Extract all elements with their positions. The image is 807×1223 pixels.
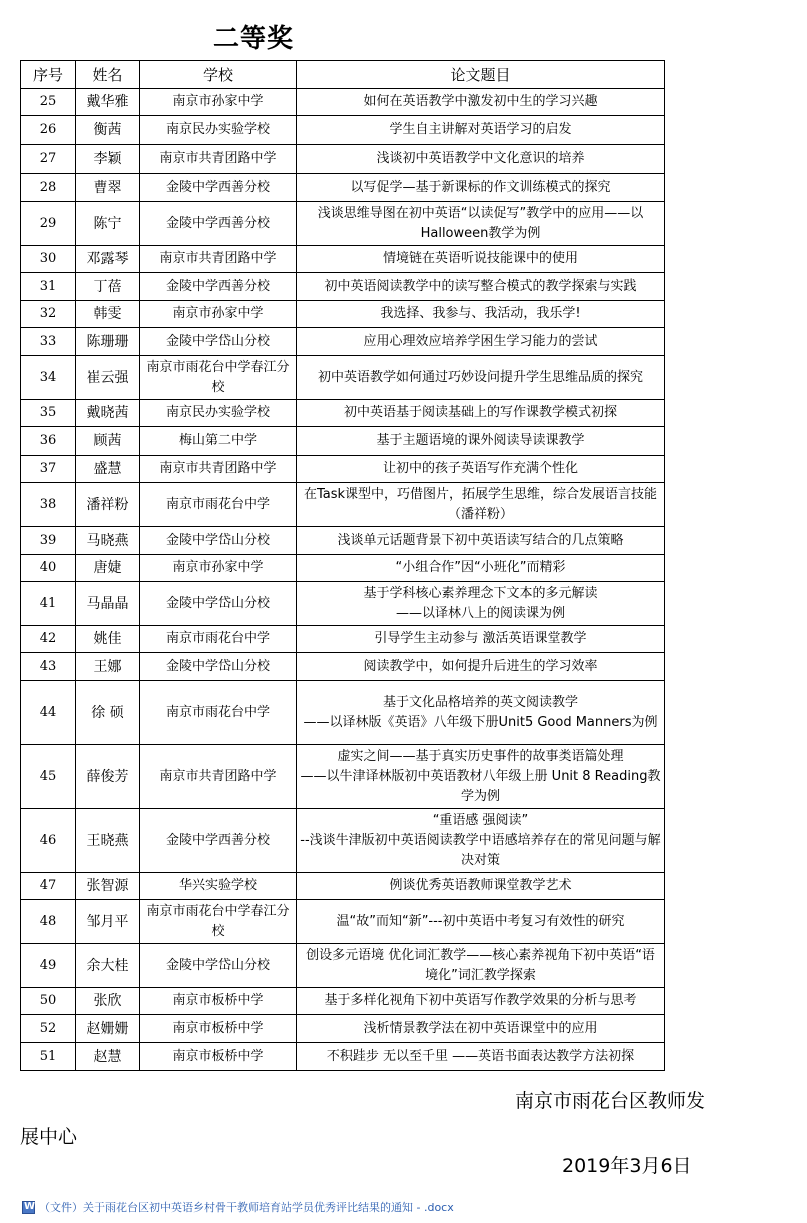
- row-paper: 学生自主讲解对英语学习的启发: [297, 116, 665, 145]
- row-paper: 虚实之间——基于真实历史事件的故事类语篇处理 ——以牛津译林版初中英语教材八年级上册 Unit 8 Reading教学为例: [297, 745, 665, 809]
- row-paper: 如何在英语教学中激发初中生的学习兴趣: [297, 89, 665, 116]
- row-no: 29: [21, 202, 76, 246]
- row-no: 48: [21, 900, 76, 944]
- signature-line-2: 展中心: [20, 1126, 78, 1148]
- row-no: 52: [21, 1015, 76, 1043]
- table-row: [21, 944, 665, 988]
- row-no: 39: [21, 527, 76, 555]
- row-school: 梅山第二中学: [140, 427, 297, 456]
- row-no: 34: [21, 356, 76, 400]
- row-school: 南京市孙家中学: [140, 555, 297, 582]
- signature-line-1: 南京市雨花台区教师发: [515, 1090, 706, 1112]
- table-row: [21, 174, 665, 202]
- table-row: [21, 873, 665, 900]
- table-row: [21, 527, 665, 555]
- row-paper: 浅谈初中英语教学中文化意识的培养: [297, 145, 665, 174]
- table-row: [21, 900, 665, 944]
- row-no: 26: [21, 116, 76, 145]
- row-name: 陈珊珊: [76, 328, 140, 356]
- row-no: 30: [21, 246, 76, 273]
- row-no: 32: [21, 301, 76, 328]
- row-school: 金陵中学岱山分校: [140, 582, 297, 626]
- row-school: 南京民办实验学校: [140, 116, 297, 145]
- row-name: 马晓燕: [76, 527, 140, 555]
- table-row: [21, 1015, 665, 1043]
- row-no: 44: [21, 681, 76, 745]
- table-row: [21, 456, 665, 483]
- row-school: 南京市共青团路中学: [140, 145, 297, 174]
- row-name: 潘祥粉: [76, 483, 140, 527]
- row-name: 马晶晶: [76, 582, 140, 626]
- row-paper: 基于学科核心素养理念下文本的多元解读 ——以译林八上的阅读课为例: [297, 582, 665, 626]
- table-row: [21, 483, 665, 527]
- issue-date: 2019年3月6日: [562, 1155, 692, 1177]
- row-school: 南京市共青团路中学: [140, 246, 297, 273]
- table-row: [21, 246, 665, 273]
- row-name: 王娜: [76, 653, 140, 681]
- row-no: 51: [21, 1043, 76, 1071]
- row-paper: “重语感 强阅读” --浅谈牛津版初中英语阅读教学中语感培养存在的常见问题与解决对策: [297, 809, 665, 873]
- table-row: [21, 1043, 665, 1071]
- row-name: 丁蓓: [76, 273, 140, 301]
- table-row: [21, 555, 665, 582]
- attachment-label[interactable]: （文件）关于雨花台区初中英语乡村骨干教师培育站学员优秀评比结果的通知 - .docx: [39, 1201, 454, 1214]
- row-no: 31: [21, 273, 76, 301]
- row-no: 33: [21, 328, 76, 356]
- row-school: 金陵中学西善分校: [140, 273, 297, 301]
- header-name: 姓名: [76, 61, 140, 89]
- table-row: [21, 145, 665, 174]
- row-paper: 浅谈思维导图在初中英语“以读促写”教学中的应用——以Halloween教学为例: [297, 202, 665, 246]
- row-school: 南京市孙家中学: [140, 301, 297, 328]
- row-school: 南京市雨花台中学: [140, 681, 297, 745]
- row-paper: 我选择、我参与、我活动，我乐学!: [297, 301, 665, 328]
- row-paper: 基于文化品格培养的英文阅读教学 ——以译林版《英语》八年级下册Unit5 Good Manners为例: [297, 681, 665, 745]
- row-school: 南京市板桥中学: [140, 1043, 297, 1071]
- row-no: 45: [21, 745, 76, 809]
- row-paper: 初中英语教学如何通过巧妙设问提升学生思维品质的探究: [297, 356, 665, 400]
- row-no: 50: [21, 988, 76, 1015]
- row-no: 38: [21, 483, 76, 527]
- row-school: 南京市雨花台中学春江分校: [140, 356, 297, 400]
- row-school: 金陵中学西善分校: [140, 202, 297, 246]
- row-school: 南京市共青团路中学: [140, 745, 297, 809]
- row-no: 28: [21, 174, 76, 202]
- table-row: [21, 328, 665, 356]
- row-paper: 引导学生主动参与 激活英语课堂教学: [297, 626, 665, 653]
- row-school: 南京市板桥中学: [140, 988, 297, 1015]
- row-paper: 情境链在英语听说技能课中的使用: [297, 246, 665, 273]
- row-school: 南京市共青团路中学: [140, 456, 297, 483]
- row-name: 姚佳: [76, 626, 140, 653]
- row-name: 陈宁: [76, 202, 140, 246]
- row-paper: 例谈优秀英语教师课堂教学艺术: [297, 873, 665, 900]
- row-name: 徐 硕: [76, 681, 140, 745]
- award-table: [20, 60, 665, 1071]
- row-paper: 不积跬步 无以至千里 ——英语书面表达教学方法初探: [297, 1043, 665, 1071]
- table-row: [21, 681, 665, 745]
- row-school: 南京市板桥中学: [140, 1015, 297, 1043]
- row-name: 赵慧: [76, 1043, 140, 1071]
- table-row: [21, 400, 665, 427]
- row-paper: 以写促学—基于新课标的作文训练模式的探究: [297, 174, 665, 202]
- row-name: 薛俊芳: [76, 745, 140, 809]
- table-row: [21, 273, 665, 301]
- row-name: 衡茜: [76, 116, 140, 145]
- table-row: [21, 809, 665, 873]
- row-paper: 初中英语基于阅读基础上的写作课教学模式初探: [297, 400, 665, 427]
- row-no: 36: [21, 427, 76, 456]
- row-school: 南京市孙家中学: [140, 89, 297, 116]
- table-row: [21, 202, 665, 246]
- row-name: 余大桂: [76, 944, 140, 988]
- row-name: 王晓燕: [76, 809, 140, 873]
- row-name: 张智源: [76, 873, 140, 900]
- row-no: 42: [21, 626, 76, 653]
- row-name: 邓露琴: [76, 246, 140, 273]
- row-paper: “小组合作”因“小班化”而精彩: [297, 555, 665, 582]
- row-paper: 在Task课型中，巧借图片，拓展学生思维，综合发展语言技能（潘祥粉）: [297, 483, 665, 527]
- row-school: 南京市雨花台中学春江分校: [140, 900, 297, 944]
- attachment-link[interactable]: [22, 1199, 454, 1215]
- row-paper: 基于多样化视角下初中英语写作教学效果的分析与思考: [297, 988, 665, 1015]
- row-paper: 浅谈单元话题背景下初中英语读写结合的几点策略: [297, 527, 665, 555]
- row-no: 47: [21, 873, 76, 900]
- row-name: 曹翠: [76, 174, 140, 202]
- row-name: 顾茜: [76, 427, 140, 456]
- row-school: 金陵中学岱山分校: [140, 527, 297, 555]
- row-name: 赵姗姗: [76, 1015, 140, 1043]
- row-school: 南京市雨花台中学: [140, 626, 297, 653]
- table-row: [21, 427, 665, 456]
- award-title: 二等奖: [213, 24, 295, 54]
- row-paper: 阅读教学中，如何提升后进生的学习效率: [297, 653, 665, 681]
- row-school: 金陵中学岱山分校: [140, 653, 297, 681]
- row-no: 43: [21, 653, 76, 681]
- table-row: [21, 653, 665, 681]
- row-paper: 浅析情景教学法在初中英语课堂中的应用: [297, 1015, 665, 1043]
- row-name: 李颖: [76, 145, 140, 174]
- table-row: [21, 626, 665, 653]
- header-school: 学校: [140, 61, 297, 89]
- row-name: 盛慧: [76, 456, 140, 483]
- row-name: 戴华雅: [76, 89, 140, 116]
- table-row: [21, 301, 665, 328]
- word-doc-icon: [22, 1201, 35, 1214]
- table-row: [21, 745, 665, 809]
- row-no: 46: [21, 809, 76, 873]
- row-school: 南京民办实验学校: [140, 400, 297, 427]
- row-paper: 初中英语阅读教学中的读写整合模式的教学探索与实践: [297, 273, 665, 301]
- table-row: [21, 116, 665, 145]
- row-name: 崔云强: [76, 356, 140, 400]
- row-school: 南京市雨花台中学: [140, 483, 297, 527]
- row-school: 金陵中学西善分校: [140, 174, 297, 202]
- table-row: [21, 988, 665, 1015]
- row-school: 华兴实验学校: [140, 873, 297, 900]
- row-no: 41: [21, 582, 76, 626]
- table-header-row: [21, 61, 665, 89]
- table-row: [21, 356, 665, 400]
- row-no: 49: [21, 944, 76, 988]
- row-paper: 应用心理效应培养学困生学习能力的尝试: [297, 328, 665, 356]
- row-no: 40: [21, 555, 76, 582]
- row-school: 金陵中学西善分校: [140, 809, 297, 873]
- row-school: 金陵中学岱山分校: [140, 328, 297, 356]
- row-no: 27: [21, 145, 76, 174]
- row-paper: 创设多元语境 优化词汇教学——核心素养视角下初中英语“语境化”词汇教学探索: [297, 944, 665, 988]
- table-row: [21, 582, 665, 626]
- header-no: 序号: [21, 61, 76, 89]
- row-paper: 温“故”而知“新”---初中英语中考复习有效性的研究: [297, 900, 665, 944]
- row-paper: 基于主题语境的课外阅读导读课教学: [297, 427, 665, 456]
- row-name: 唐婕: [76, 555, 140, 582]
- row-no: 25: [21, 89, 76, 116]
- row-name: 张欣: [76, 988, 140, 1015]
- row-name: 邹月平: [76, 900, 140, 944]
- row-no: 37: [21, 456, 76, 483]
- header-paper: 论文题目: [297, 61, 665, 89]
- row-school: 金陵中学岱山分校: [140, 944, 297, 988]
- row-paper: 让初中的孩子英语写作充满个性化: [297, 456, 665, 483]
- row-name: 韩雯: [76, 301, 140, 328]
- row-no: 35: [21, 400, 76, 427]
- table-row: [21, 89, 665, 116]
- row-name: 戴晓茜: [76, 400, 140, 427]
